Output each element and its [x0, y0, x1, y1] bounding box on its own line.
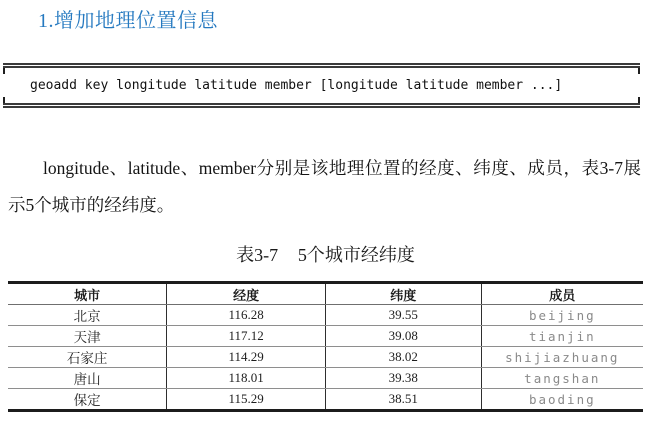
city-cell: 保定 — [8, 389, 167, 411]
code-frame-tick — [638, 68, 640, 74]
code-command: geoadd key longitude latitude member [longitude latitude member ...] — [30, 78, 563, 93]
city-cell: 天津 — [8, 326, 167, 347]
member-cell: shijiazhuang — [481, 347, 643, 368]
table-row — [8, 305, 643, 326]
table-caption-title: 5个城市经纬度 — [297, 245, 415, 265]
member-cell: tangshan — [481, 368, 643, 389]
city-cell: 石家庄 — [8, 347, 167, 368]
longitude-cell: 117.12 — [167, 326, 326, 347]
city-cell: 北京 — [8, 305, 167, 326]
latitude-cell: 39.08 — [326, 326, 482, 347]
column-header-latitude: 纬度 — [326, 283, 482, 305]
city-cell: 唐山 — [8, 368, 167, 389]
column-header-longitude: 经度 — [167, 283, 326, 305]
latitude-cell: 39.38 — [326, 368, 482, 389]
section-heading: 1.增加地理位置信息 — [38, 10, 218, 32]
latitude-cell: 38.02 — [326, 347, 482, 368]
table-caption — [8, 241, 643, 267]
latitude-cell: 38.51 — [326, 389, 482, 411]
table-row — [8, 347, 643, 368]
member-cell: baoding — [528, 391, 596, 407]
longitude-cell: 118.01 — [167, 368, 326, 389]
code-block — [3, 63, 640, 108]
latitude-cell: 39.55 — [326, 305, 482, 326]
table-row — [8, 326, 643, 347]
table-caption-label: 表3-7 — [236, 245, 279, 265]
longitude-cell: 116.28 — [167, 305, 326, 326]
table-row — [8, 389, 643, 411]
code-frame-tick — [3, 68, 5, 74]
column-header-city: 城市 — [8, 283, 167, 305]
table-row — [8, 368, 643, 389]
member-cell: tianjin — [481, 326, 643, 347]
code-frame-tick — [638, 97, 640, 103]
column-header-member: 成员 — [481, 283, 643, 305]
cities-table — [8, 281, 643, 412]
body-paragraph: longitude、latitude、member分别是该地理位置的经度、纬度、成员，表3-7展示5个城市的经纬度。 — [8, 157, 641, 215]
member-cell: beijing — [481, 305, 643, 326]
code-frame-tick — [3, 97, 5, 103]
longitude-cell: 114.29 — [167, 347, 326, 368]
longitude-cell: 115.29 — [167, 389, 326, 411]
table-header-row — [8, 283, 643, 305]
